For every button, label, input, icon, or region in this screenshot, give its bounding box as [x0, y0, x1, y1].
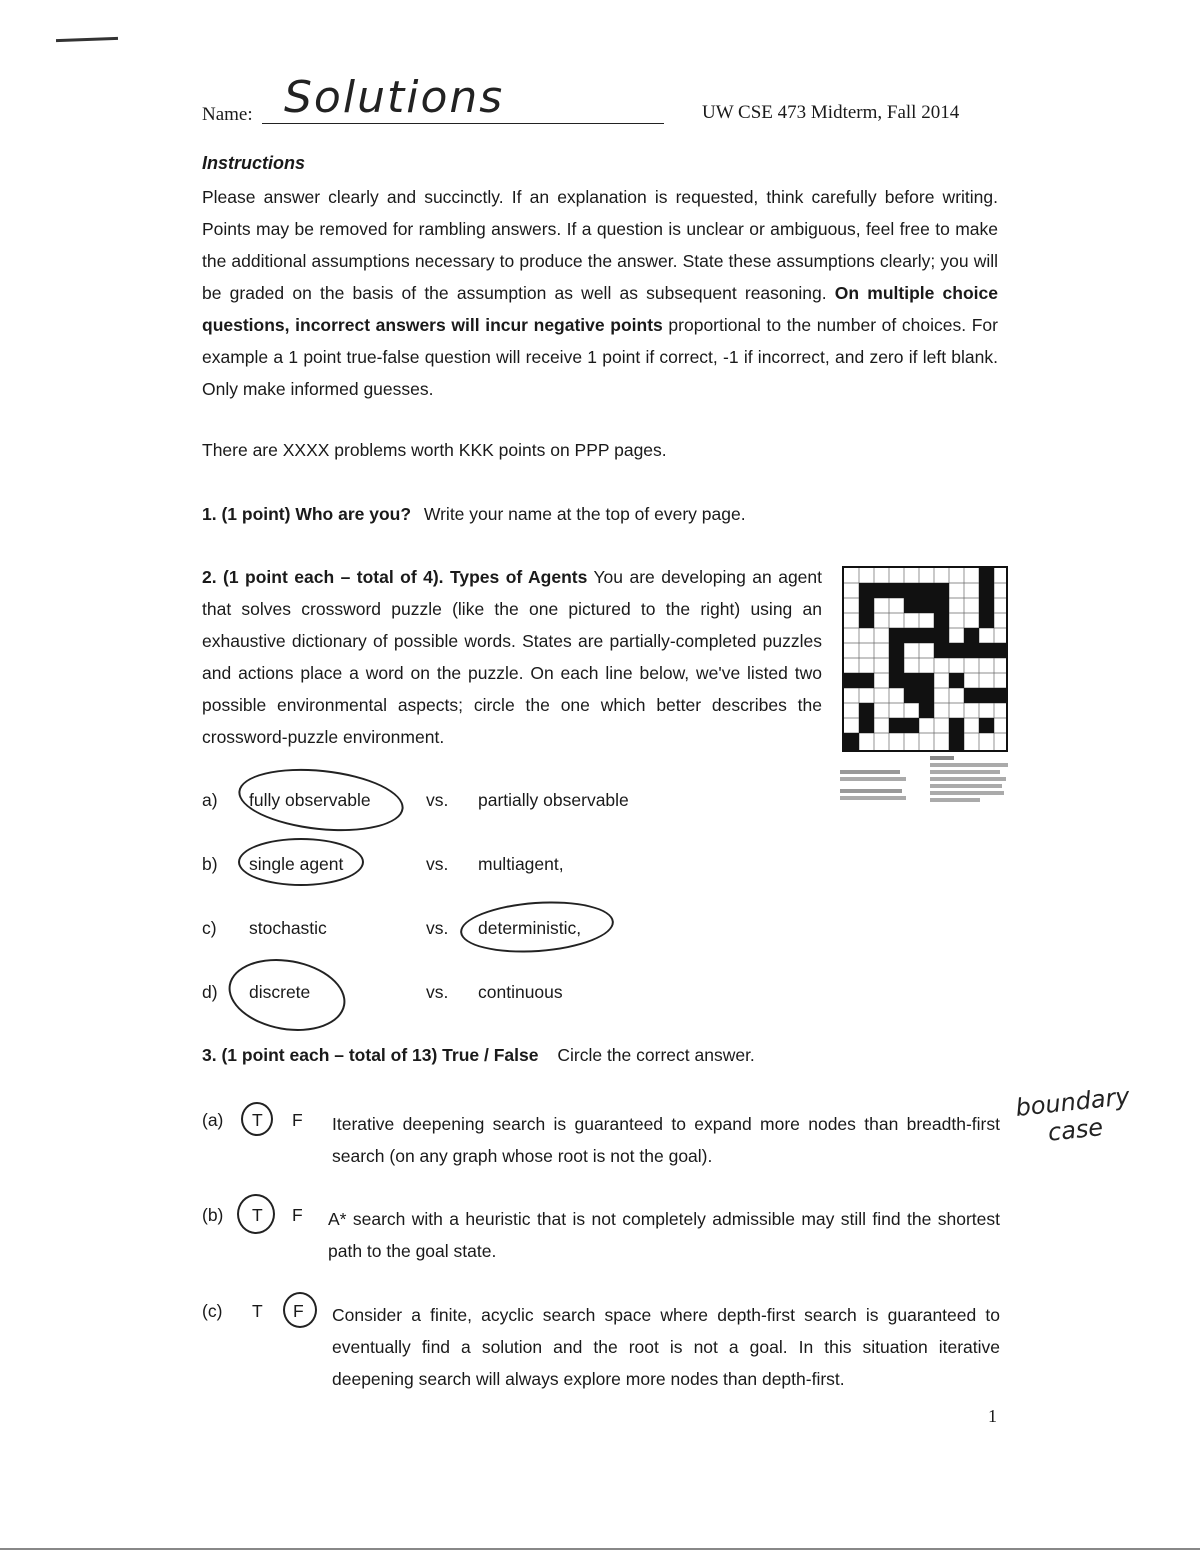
question-3-text: Circle the correct answer. — [557, 1045, 755, 1065]
margin-note: boundary case — [1014, 1082, 1131, 1147]
option-a-right[interactable]: partially observable — [478, 790, 629, 810]
instructions-heading: Instructions — [202, 153, 306, 173]
problems-line: There are XXXX problems worth KKK points on PPP pages. — [202, 440, 667, 460]
option-a-letter: a) — [202, 790, 218, 810]
name-line — [262, 123, 664, 124]
tf-a-false[interactable]: F — [292, 1110, 303, 1130]
scan-mark — [56, 37, 118, 42]
question-1-text: Write your name at the top of every page. — [423, 504, 746, 524]
option-d-letter: d) — [202, 982, 218, 1002]
crossword-grid — [844, 568, 1006, 750]
question-1-title: 1. (1 point) Who are you? — [202, 504, 412, 524]
answer-circle-b — [238, 838, 364, 886]
tf-b-true[interactable]: T — [252, 1205, 263, 1225]
name-label: Name: — [202, 104, 253, 125]
answer-circle-tf-b — [237, 1194, 275, 1234]
question-1 — [202, 504, 746, 525]
answer-circle-c — [458, 897, 615, 958]
tf-a-text: Iterative deepening search is guaranteed to expand more nodes than breadth-first search (on any graph whose root is not the goal). — [332, 1114, 1000, 1166]
option-d-vs: vs. — [426, 982, 449, 1002]
question-2 — [202, 561, 822, 753]
tf-item-b — [202, 1203, 1002, 1273]
option-d-left[interactable]: discrete — [249, 982, 311, 1002]
instructions-text — [202, 181, 998, 405]
answer-circle-d — [223, 950, 351, 1039]
tf-c-label: (c) — [202, 1301, 223, 1321]
option-a-left[interactable]: fully observable — [249, 790, 371, 810]
tf-c-text: Consider a finite, acyclic search space where depth-first search is guaranteed to eventually find a solution and the root is not a goal. In this situation iterative deepening search will always explore more nodes than depth-first. — [332, 1305, 1000, 1389]
question-3-title: 3. (1 point each – total of 13) True / False — [202, 1045, 539, 1065]
tf-a-label: (a) — [202, 1110, 224, 1130]
option-c-right[interactable]: deterministic, — [478, 918, 582, 938]
option-c-vs: vs. — [426, 918, 449, 938]
instructions-part-2: proportional to the number of choices. For example a 1 point true-false question will receive 1 point if correct, -1 if incorrect, and zero if left blank. Only make informed guesses. — [202, 315, 998, 399]
option-b-right[interactable]: multiagent, — [478, 854, 564, 874]
tf-b-label: (b) — [202, 1205, 224, 1225]
crossword-clues-left — [840, 770, 910, 800]
tf-c-false[interactable]: F — [293, 1301, 304, 1321]
tf-item-c — [202, 1299, 1002, 1399]
option-a-vs: vs. — [426, 790, 449, 810]
answer-circle-tf-a — [241, 1102, 273, 1136]
option-b-vs: vs. — [426, 854, 449, 874]
answer-circle-tf-c — [283, 1292, 317, 1328]
option-c-left[interactable]: stochastic — [249, 918, 327, 938]
scan-edge — [0, 1548, 1200, 1550]
tf-a-true[interactable]: T — [252, 1110, 263, 1130]
tf-b-false[interactable]: F — [292, 1205, 303, 1225]
course-title: UW CSE 473 Midterm, Fall 2014 — [702, 102, 960, 123]
handwritten-name: Solutions — [284, 72, 505, 123]
tf-b-text: A* search with a heuristic that is not completely admissible may still find the shortest path to the goal state. — [328, 1209, 1000, 1261]
question-2-text: You are developing an agent that solves crossword puzzle (like the one pictured to the right) using an exhaustive dictionary of possible words. States are partially-completed puzzles and actions place a word on the puzzle. On each line below, we've listed two possible environmental aspects; circle the one which better describes the crossword-puzzle environment. — [202, 567, 823, 747]
tf-c-true[interactable]: T — [252, 1301, 263, 1321]
option-d-right[interactable]: continuous — [478, 982, 563, 1002]
instructions-bold: On multiple choice questions, incorrect answers will incur negative points — [202, 283, 998, 335]
crossword-image — [842, 566, 1008, 752]
option-b-left[interactable]: single agent — [249, 854, 344, 874]
option-b-letter: b) — [202, 854, 218, 874]
question-2-title: 2. (1 point each – total of 4). Types of Agents — [202, 567, 588, 587]
question-3 — [202, 1045, 755, 1066]
tf-item-a — [202, 1108, 1002, 1178]
option-c-letter: c) — [202, 918, 217, 938]
instructions-part-1: Please answer clearly and succinctly. If an explanation is requested, think carefully before writing. Points may be removed for rambling answers. If a question is unclear or ambiguous, feel free to make the additional assumptions necessary to produce the answer. State these assumptions clearly; you will be graded on the basis of the assumption as well as subsequent reasoning. — [202, 187, 998, 303]
crossword-clues-right — [930, 756, 1010, 802]
answer-circle-a — [235, 761, 406, 838]
page-number: 1 — [988, 1406, 997, 1426]
